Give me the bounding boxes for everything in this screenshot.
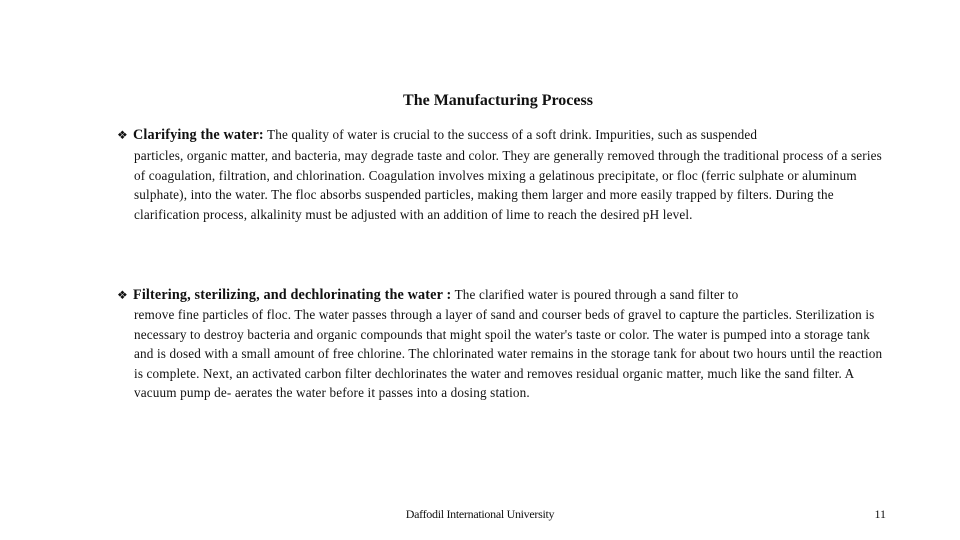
page-number: 11: [874, 507, 886, 521]
bullet-clarifying-water: [117, 125, 885, 224]
bullet-first-line: [117, 125, 885, 145]
bullet-heading: Clarifying the water:: [133, 127, 264, 143]
bullet-heading: Filtering, sterilizing, and dechlorinating the water :: [133, 287, 452, 303]
bullet-first-line: [117, 285, 885, 305]
bullet-first-line-text: The clarified water is poured through a sand filter to: [451, 287, 739, 302]
diamond-bullet-icon: ❖: [117, 128, 128, 142]
bullet-body: particles, organic matter, and bacteria, may degrade taste and color. They are generally removed through the traditional process of a series of coagulation, filtration, and chlorination. Coagulation involves mixing a gelatinous precipitate, or floc (ferric sulphate or aluminum sulphate), into the water. The floc absorbs suspended particles, making them larger and more easily trapped by filters. During the clarification process, alkalinity must be adjusted with an addition of lime to reach the desired pH level.: [134, 148, 882, 222]
bullet-filtering-water: [117, 285, 885, 402]
diamond-bullet-icon: ❖: [117, 288, 128, 302]
bullet-body: remove fine particles of floc. The water passes through a layer of sand and courser beds of gravel to capture the particles. Sterilization is necessary to destroy bacteria and organic compounds that might spoil the water's taste or color. The water is pumped into a storage tank and is dosed with a small amount of free chlorine. The chlorinated water remains in the storage tank for about two hours until the reaction is complete. Next, an activated carbon filter dechlorinates the water and removes residual organic matter, much like the sand filter. A vacuum pump de- aerates the water before it passes into a dosing station.: [134, 307, 883, 401]
bullet-first-line-text: The quality of water is crucial to the success of a soft drink. Impurities, such as suspended: [263, 127, 758, 142]
footer-university: Daffodil International University: [405, 507, 555, 521]
slide-title: The Manufacturing Process: [403, 92, 593, 109]
